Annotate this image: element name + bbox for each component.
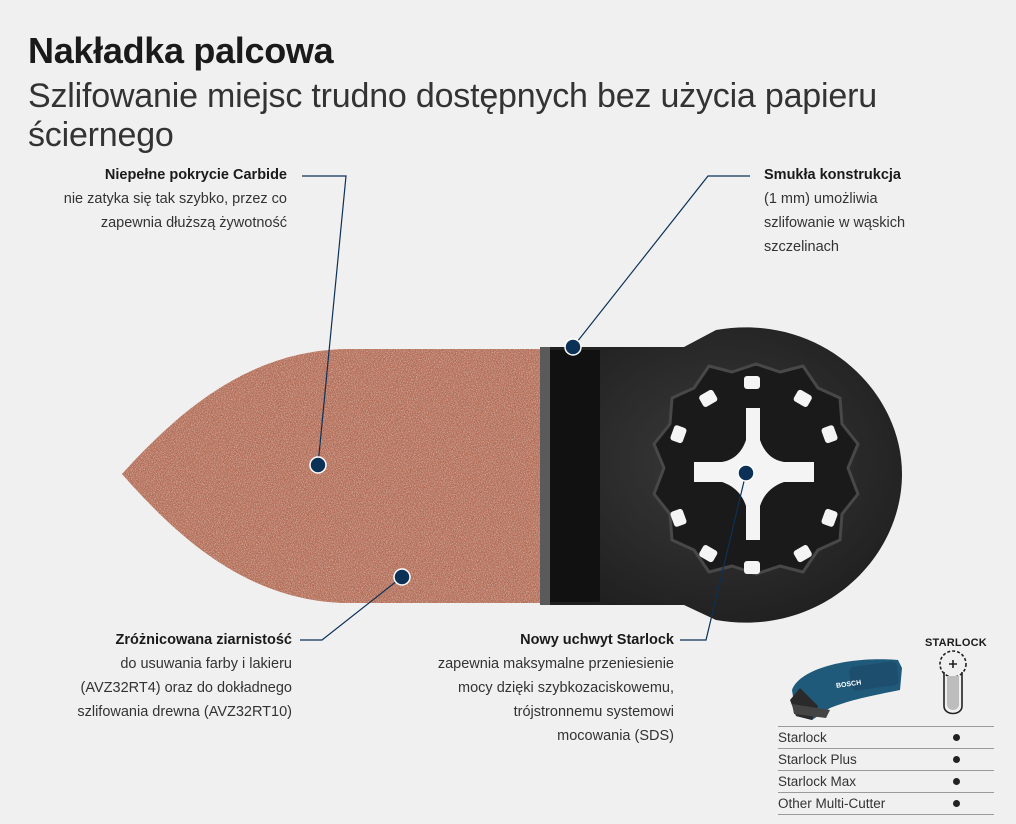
- callout-starlock-line-2: mocy dzięki szybkozaciskowemu,: [458, 680, 674, 696]
- callout-slim-line-2: szlifowanie w wąskich: [764, 215, 906, 231]
- starlock-blade-icon: [940, 651, 966, 714]
- callout-starlock-heading: Nowy uchwyt Starlock: [520, 632, 674, 648]
- marker-carbide: [310, 457, 326, 473]
- callout-slim-line-1: (1 mm) umożliwia: [764, 191, 878, 207]
- compat-row-starlock: [778, 726, 994, 748]
- compat-row-label: Starlock: [778, 730, 827, 745]
- callout-grit-line-3: szlifowania drewna (AVZ32RT10): [77, 704, 292, 720]
- compat-row-other: [778, 792, 994, 815]
- page-subtitle: Szlifowanie miejsc trudno dostępnych bez użycia papieru ściernego: [28, 77, 877, 154]
- marker-slim: [565, 339, 581, 355]
- carbide-finger-pad: [122, 349, 540, 603]
- tool-brand-text: BOSCH: [835, 679, 862, 690]
- callout-starlock-line-4: mocowania (SDS): [557, 728, 674, 744]
- compat-dot-icon: [953, 734, 960, 741]
- compat-dot-icon: [953, 800, 960, 807]
- callout-carbide-heading: Niepełne pokrycie Carbide: [104, 167, 287, 183]
- compat-row-label: Starlock Max: [778, 774, 857, 789]
- callout-slim: [764, 163, 1004, 259]
- page-title: Nakładka palcowa: [28, 30, 334, 71]
- callout-slim-line-3: szczelinach: [764, 239, 839, 255]
- callout-starlock: [374, 628, 674, 748]
- callout-carbide: [0, 163, 287, 235]
- multi-tool-icon: [790, 659, 902, 720]
- marker-starlock: [738, 465, 754, 481]
- callout-slim-heading: Smukła konstrukcja: [764, 167, 901, 183]
- callout-carbide-line-2: zapewnia dłuższą żywotność: [100, 215, 287, 231]
- compat-dot-icon: [953, 756, 960, 763]
- compat-row-label: Other Multi-Cutter: [778, 796, 886, 811]
- marker-grit: [394, 569, 410, 585]
- compat-row-starlock-plus: [778, 748, 994, 770]
- compatibility-table: [778, 726, 994, 815]
- leader-slim: [573, 176, 750, 347]
- callout-grit-heading: Zróżnicowana ziarnistość: [115, 632, 292, 648]
- callout-starlock-line-1: zapewnia maksymalne przeniesienie: [437, 656, 674, 672]
- callout-grit: [2, 628, 292, 724]
- callout-grit-line-1: do usuwania farby i lakieru: [120, 656, 292, 672]
- compat-row-starlock-max: [778, 770, 994, 792]
- callout-carbide-line-1: nie zatyka się tak szybko, przez co: [63, 191, 287, 207]
- compat-dot-icon: [953, 778, 960, 785]
- starlock-logo: STARLOCK: [925, 637, 987, 649]
- compat-row-label: Starlock Plus: [778, 752, 857, 767]
- callout-starlock-line-3: trójstronnemu systemowi: [513, 704, 674, 720]
- callout-grit-line-2: (AVZ32RT4) oraz do dokładnego: [80, 680, 292, 696]
